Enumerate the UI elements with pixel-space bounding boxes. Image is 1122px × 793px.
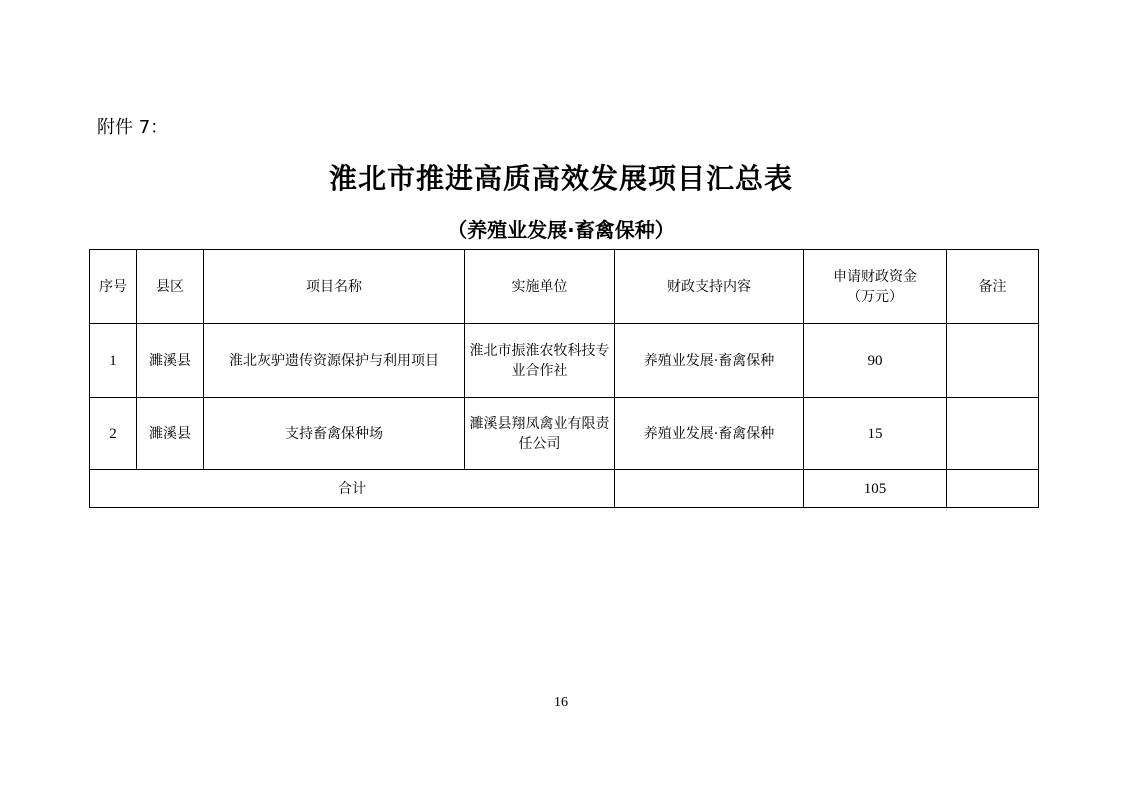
header-implementer: 实施单位 <box>465 250 615 324</box>
header-county: 县区 <box>137 250 204 324</box>
cell-implementer: 淮北市振淮农牧科技专业合作社 <box>465 324 615 398</box>
page-number: 16 <box>554 695 568 710</box>
document-subtitle: （养殖业发展·畜禽保种） <box>447 218 675 242</box>
cell-project-name: 淮北灰驴遗传资源保护与利用项目 <box>204 324 465 398</box>
cell-seq: 2 <box>90 398 137 470</box>
header-support-content: 财政支持内容 <box>615 250 804 324</box>
cell-county: 濉溪县 <box>137 398 204 470</box>
header-funds <box>804 250 947 324</box>
cell-remarks <box>947 324 1039 398</box>
cell-support-content: 养殖业发展·畜禽保种 <box>615 324 804 398</box>
header-funds-line2: （万元） <box>847 288 903 305</box>
cell-seq: 1 <box>90 324 137 398</box>
header-funds-line1: 申请财政资金 <box>833 268 917 285</box>
cell-implementer: 濉溪县翔凤禽业有限责任公司 <box>465 398 615 470</box>
attachment-label: 附件 7： <box>97 117 169 138</box>
cell-funds: 90 <box>804 324 947 398</box>
total-label: 合计 <box>90 470 615 508</box>
document-title: 淮北市推进高质高效发展项目汇总表 <box>328 162 793 195</box>
table-header-row <box>90 250 1039 324</box>
header-remarks: 备注 <box>947 250 1039 324</box>
header-project-name: 项目名称 <box>204 250 465 324</box>
table-row <box>90 398 1039 470</box>
table-row <box>90 324 1039 398</box>
project-summary-table <box>89 249 1039 508</box>
total-remarks <box>947 470 1039 508</box>
total-support-content <box>615 470 804 508</box>
cell-remarks <box>947 398 1039 470</box>
cell-funds: 15 <box>804 398 947 470</box>
table-total-row <box>90 470 1039 508</box>
cell-support-content: 养殖业发展·畜禽保种 <box>615 398 804 470</box>
header-seq: 序号 <box>90 250 137 324</box>
cell-county: 濉溪县 <box>137 324 204 398</box>
total-funds: 105 <box>804 470 947 508</box>
cell-project-name: 支持畜禽保种场 <box>204 398 465 470</box>
